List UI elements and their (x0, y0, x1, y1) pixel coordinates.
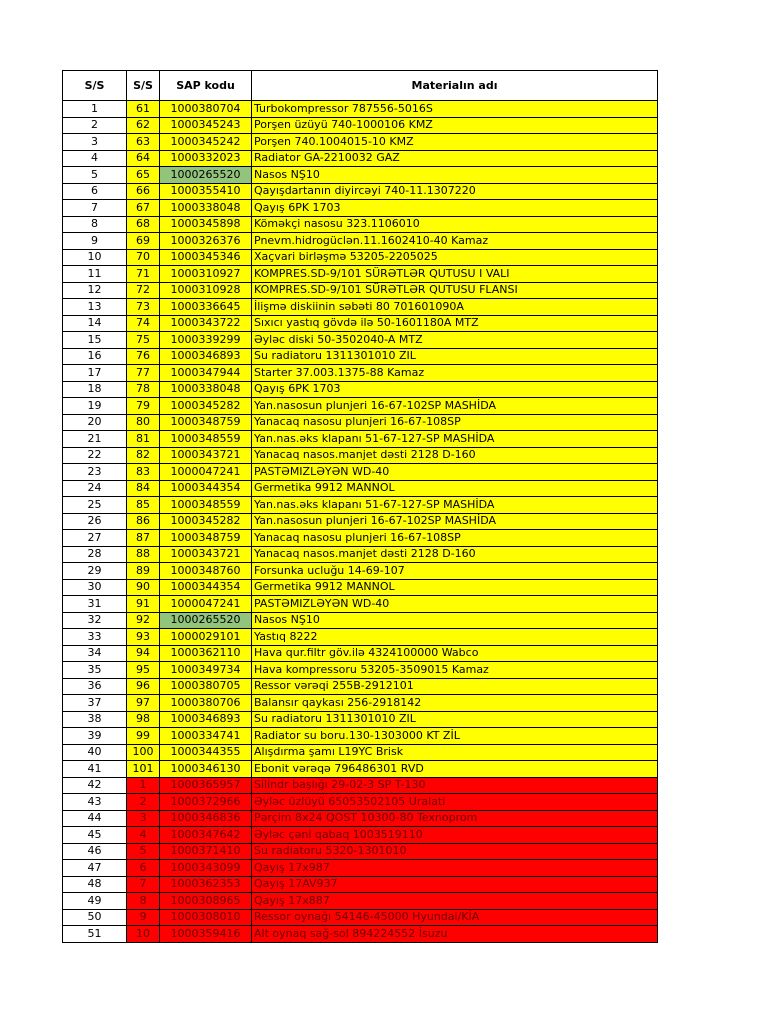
row-index-cell: 6 (63, 183, 127, 200)
row-material-name-cell: KOMPRES.SD-9/101 SÜRƏTLƏR QUTUSU FLANSI (252, 282, 658, 299)
row-sap-code-cell: 1000345346 (160, 249, 252, 266)
row-sap-code-cell: 1000345898 (160, 216, 252, 233)
row-ss-cell: 64 (127, 150, 160, 167)
row-index-cell: 7 (63, 200, 127, 217)
table-row (63, 398, 658, 415)
row-sap-code-cell: 1000308965 (160, 893, 252, 910)
table-row (63, 381, 658, 398)
table-row (63, 513, 658, 530)
row-ss-cell: 10 (127, 926, 160, 943)
table-row (63, 249, 658, 266)
table-row (63, 530, 658, 547)
row-material-name-cell: Qayış 17x987 (252, 860, 658, 877)
table-row (63, 497, 658, 514)
row-sap-code-cell: 1000372966 (160, 794, 252, 811)
row-sap-code-cell: 1000308010 (160, 909, 252, 926)
row-material-name-cell: Yan.nasosun plunjeri 16-67-102SP MASHİDA (252, 513, 658, 530)
row-ss-cell: 76 (127, 348, 160, 365)
row-index-cell: 44 (63, 810, 127, 827)
row-ss-cell: 82 (127, 447, 160, 464)
table-row (63, 183, 658, 200)
row-sap-code-cell: 1000310927 (160, 266, 252, 283)
table-row (63, 678, 658, 695)
row-index-cell: 26 (63, 513, 127, 530)
row-index-cell: 40 (63, 744, 127, 761)
table-row (63, 827, 658, 844)
row-index-cell: 17 (63, 365, 127, 382)
row-index-cell: 30 (63, 579, 127, 596)
row-index-cell: 10 (63, 249, 127, 266)
row-material-name-cell: Forsunka ucluğu 14-69-107 (252, 563, 658, 580)
row-ss-cell: 99 (127, 728, 160, 745)
table-row (63, 117, 658, 134)
row-material-name-cell: Qayış 17AV937 (252, 876, 658, 893)
row-index-cell: 27 (63, 530, 127, 547)
table-row (63, 926, 658, 943)
row-ss-cell: 85 (127, 497, 160, 514)
table-row (63, 909, 658, 926)
row-sap-code-cell: 1000380706 (160, 695, 252, 712)
row-ss-cell: 61 (127, 101, 160, 118)
row-material-name-cell: PASTƏMIZLƏYƏN WD-40 (252, 596, 658, 613)
row-index-cell: 11 (63, 266, 127, 283)
row-material-name-cell: Yanacaq nasos.manjet dəsti 2128 D-160 (252, 546, 658, 563)
row-material-name-cell: PASTƏMIZLƏYƏN WD-40 (252, 464, 658, 481)
row-index-cell: 23 (63, 464, 127, 481)
row-material-name-cell: Qayışdartanın diyircəyi 740-11.1307220 (252, 183, 658, 200)
row-sap-code-cell: 1000346130 (160, 761, 252, 778)
row-ss-cell: 5 (127, 843, 160, 860)
row-material-name-cell: Turbokompressor 787556-5016S (252, 101, 658, 118)
row-ss-cell: 62 (127, 117, 160, 134)
row-sap-code-cell: 1000344354 (160, 579, 252, 596)
row-index-cell: 2 (63, 117, 127, 134)
row-material-name-cell: Xaçvari birləşmə 53205-2205025 (252, 249, 658, 266)
table-row (63, 596, 658, 613)
row-material-name-cell: Qayış 6PK 1703 (252, 200, 658, 217)
row-sap-code-cell: 1000338048 (160, 381, 252, 398)
row-sap-code-cell: 1000362110 (160, 645, 252, 662)
table-row (63, 464, 658, 481)
row-sap-code-cell: 1000347944 (160, 365, 252, 382)
table-row (63, 299, 658, 316)
row-ss-cell: 86 (127, 513, 160, 530)
row-sap-code-cell: 1000334741 (160, 728, 252, 745)
row-material-name-cell: Ressor oynağı 54146-45000 Hyundai/KİA (252, 909, 658, 926)
table-row (63, 744, 658, 761)
table-row (63, 414, 658, 431)
row-material-name-cell: Porşen 740.1004015-10 KMZ (252, 134, 658, 151)
row-material-name-cell: Su radiatoru 5320-1301010 (252, 843, 658, 860)
row-index-cell: 19 (63, 398, 127, 415)
row-sap-code-cell: 1000332023 (160, 150, 252, 167)
row-sap-code-cell: 1000336645 (160, 299, 252, 316)
row-index-cell: 24 (63, 480, 127, 497)
row-sap-code-cell: 1000348559 (160, 497, 252, 514)
row-material-name-cell: Köməkçi nasosu 323.1106010 (252, 216, 658, 233)
table-row (63, 695, 658, 712)
row-sap-code-cell: 1000348760 (160, 563, 252, 580)
row-sap-code-cell: 1000346893 (160, 711, 252, 728)
row-material-name-cell: Silindr başlığı 29-02-3 SP T-130 (252, 777, 658, 794)
row-sap-code-cell: 1000339299 (160, 332, 252, 349)
row-sap-code-cell: 1000047241 (160, 464, 252, 481)
row-ss-cell: 94 (127, 645, 160, 662)
row-ss-cell: 101 (127, 761, 160, 778)
header-ss-2: S/S (127, 71, 160, 101)
row-material-name-cell: Su radiatoru 1311301010 ZIL (252, 348, 658, 365)
row-material-name-cell: Balansır qaykası 256-2918142 (252, 695, 658, 712)
row-material-name-cell: Hava qur.filtr göv.ilə 4324100000 Wabco (252, 645, 658, 662)
table-row (63, 645, 658, 662)
row-material-name-cell: Pərçim 8x24 QOST 10300-80 Texnoprom (252, 810, 658, 827)
row-ss-cell: 9 (127, 909, 160, 926)
row-ss-cell: 83 (127, 464, 160, 481)
row-material-name-cell: Yan.nasosun plunjeri 16-67-102SP MASHİDA (252, 398, 658, 415)
row-material-name-cell: Yastıq 8222 (252, 629, 658, 646)
row-index-cell: 41 (63, 761, 127, 778)
row-material-name-cell: Starter 37.003.1375-88 Kamaz (252, 365, 658, 382)
row-material-name-cell: Alışdırma şamı L19YC Brisk (252, 744, 658, 761)
header-sap-code: SAP kodu (160, 71, 252, 101)
row-sap-code-cell: 1000345282 (160, 398, 252, 415)
row-sap-code-cell: 1000265520 (160, 167, 252, 184)
row-sap-code-cell: 1000344355 (160, 744, 252, 761)
row-index-cell: 31 (63, 596, 127, 613)
row-sap-code-cell: 1000362353 (160, 876, 252, 893)
row-index-cell: 43 (63, 794, 127, 811)
row-ss-cell: 74 (127, 315, 160, 332)
row-ss-cell: 69 (127, 233, 160, 250)
row-material-name-cell: Əyləc çəni qabaq 1003519110 (252, 827, 658, 844)
table-row (63, 480, 658, 497)
row-ss-cell: 67 (127, 200, 160, 217)
row-index-cell: 22 (63, 447, 127, 464)
row-material-name-cell: Yan.nas.əks klapanı 51-67-127-SP MASHİDA (252, 431, 658, 448)
row-index-cell: 39 (63, 728, 127, 745)
table-body (63, 101, 658, 943)
row-sap-code-cell: 1000365957 (160, 777, 252, 794)
row-sap-code-cell: 1000346836 (160, 810, 252, 827)
row-sap-code-cell: 1000355410 (160, 183, 252, 200)
table-row (63, 777, 658, 794)
row-sap-code-cell: 1000349734 (160, 662, 252, 679)
row-index-cell: 14 (63, 315, 127, 332)
table-row (63, 200, 658, 217)
row-ss-cell: 80 (127, 414, 160, 431)
row-ss-cell: 65 (127, 167, 160, 184)
row-material-name-cell: Radiator GA-2210032 GAZ (252, 150, 658, 167)
row-ss-cell: 95 (127, 662, 160, 679)
table-row (63, 431, 658, 448)
row-index-cell: 48 (63, 876, 127, 893)
table-row (63, 860, 658, 877)
table-row (63, 150, 658, 167)
row-index-cell: 20 (63, 414, 127, 431)
table-row (63, 266, 658, 283)
row-material-name-cell: Nasos NŞ10 (252, 612, 658, 629)
row-index-cell: 16 (63, 348, 127, 365)
row-material-name-cell: KOMPRES.SD-9/101 SÜRƏTLƏR QUTUSU I VALI (252, 266, 658, 283)
row-sap-code-cell: 1000348759 (160, 530, 252, 547)
row-ss-cell: 70 (127, 249, 160, 266)
row-sap-code-cell: 1000345243 (160, 117, 252, 134)
row-sap-code-cell: 1000029101 (160, 629, 252, 646)
table-row (63, 282, 658, 299)
table-row (63, 315, 658, 332)
row-sap-code-cell: 1000265520 (160, 612, 252, 629)
row-material-name-cell: Yanacaq nasosu plunjeri 16-67-108SP (252, 530, 658, 547)
row-ss-cell: 81 (127, 431, 160, 448)
row-index-cell: 1 (63, 101, 127, 118)
table-row (63, 662, 658, 679)
row-ss-cell: 66 (127, 183, 160, 200)
row-ss-cell: 93 (127, 629, 160, 646)
row-ss-cell: 98 (127, 711, 160, 728)
row-ss-cell: 68 (127, 216, 160, 233)
row-material-name-cell: Sıxıcı yastıq gövdə ilə 50-1601180A MTZ (252, 315, 658, 332)
row-index-cell: 13 (63, 299, 127, 316)
row-sap-code-cell: 1000047241 (160, 596, 252, 613)
row-material-name-cell: Pnevm.hidrogüclən.11.1602410-40 Kamaz (252, 233, 658, 250)
row-ss-cell: 92 (127, 612, 160, 629)
table-row (63, 332, 658, 349)
table-row (63, 893, 658, 910)
row-index-cell: 4 (63, 150, 127, 167)
table-row (63, 629, 658, 646)
row-material-name-cell: Yanacaq nasos.manjet dəsti 2128 D-160 (252, 447, 658, 464)
row-ss-cell: 75 (127, 332, 160, 349)
row-ss-cell: 71 (127, 266, 160, 283)
row-material-name-cell: İlişmə diskiinin səbəti 80 701601090A (252, 299, 658, 316)
table-row (63, 101, 658, 118)
row-ss-cell: 4 (127, 827, 160, 844)
table-row (63, 843, 658, 860)
row-ss-cell: 91 (127, 596, 160, 613)
row-sap-code-cell: 1000346893 (160, 348, 252, 365)
row-sap-code-cell: 1000347642 (160, 827, 252, 844)
row-index-cell: 9 (63, 233, 127, 250)
header-material-name: Materialın adı (252, 71, 658, 101)
row-ss-cell: 89 (127, 563, 160, 580)
row-material-name-cell: Nasos NŞ10 (252, 167, 658, 184)
table-row (63, 365, 658, 382)
row-ss-cell: 97 (127, 695, 160, 712)
row-ss-cell: 78 (127, 381, 160, 398)
row-ss-cell: 2 (127, 794, 160, 811)
table-row (63, 447, 658, 464)
table-row (63, 348, 658, 365)
row-sap-code-cell: 1000343099 (160, 860, 252, 877)
materials-table (62, 70, 658, 943)
row-index-cell: 47 (63, 860, 127, 877)
row-ss-cell: 6 (127, 860, 160, 877)
table-row (63, 876, 658, 893)
row-index-cell: 49 (63, 893, 127, 910)
row-material-name-cell: Ressor vərəqi 255B-2912101 (252, 678, 658, 695)
row-index-cell: 32 (63, 612, 127, 629)
row-sap-code-cell: 1000343722 (160, 315, 252, 332)
row-ss-cell: 8 (127, 893, 160, 910)
row-ss-cell: 77 (127, 365, 160, 382)
row-material-name-cell: Qayış 17x887 (252, 893, 658, 910)
row-index-cell: 12 (63, 282, 127, 299)
row-material-name-cell: Porşen üzüyü 740-1000106 KMZ (252, 117, 658, 134)
row-material-name-cell: Su radiatoru 1311301010 ZIL (252, 711, 658, 728)
table-row (63, 233, 658, 250)
row-material-name-cell: Germetika 9912 MANNOL (252, 480, 658, 497)
row-ss-cell: 79 (127, 398, 160, 415)
row-index-cell: 42 (63, 777, 127, 794)
row-sap-code-cell: 1000344354 (160, 480, 252, 497)
row-sap-code-cell: 1000359416 (160, 926, 252, 943)
table-row (63, 711, 658, 728)
row-index-cell: 5 (63, 167, 127, 184)
table-row (63, 810, 658, 827)
row-material-name-cell: Ebonit vərəqə 796486301 RVD (252, 761, 658, 778)
row-sap-code-cell: 1000338048 (160, 200, 252, 217)
row-material-name-cell: Radiator su boru.130-1303000 KT ZİL (252, 728, 658, 745)
header-row (63, 71, 658, 101)
row-sap-code-cell: 1000380704 (160, 101, 252, 118)
table-row (63, 134, 658, 151)
row-material-name-cell: Alt oynaq sağ-sol 894224552 İsuzu (252, 926, 658, 943)
row-sap-code-cell: 1000348559 (160, 431, 252, 448)
row-index-cell: 18 (63, 381, 127, 398)
table-row (63, 579, 658, 596)
row-ss-cell: 72 (127, 282, 160, 299)
row-ss-cell: 96 (127, 678, 160, 695)
row-ss-cell: 3 (127, 810, 160, 827)
row-material-name-cell: Germetika 9912 MANNOL (252, 579, 658, 596)
row-material-name-cell: Qayış 6PK 1703 (252, 381, 658, 398)
row-index-cell: 38 (63, 711, 127, 728)
table-row (63, 612, 658, 629)
row-index-cell: 45 (63, 827, 127, 844)
row-ss-cell: 87 (127, 530, 160, 547)
row-ss-cell: 63 (127, 134, 160, 151)
row-sap-code-cell: 1000345242 (160, 134, 252, 151)
row-index-cell: 36 (63, 678, 127, 695)
row-sap-code-cell: 1000310928 (160, 282, 252, 299)
table-row (63, 216, 658, 233)
row-index-cell: 8 (63, 216, 127, 233)
row-material-name-cell: Hava kompressoru 53205-3509015 Kamaz (252, 662, 658, 679)
row-ss-cell: 100 (127, 744, 160, 761)
row-sap-code-cell: 1000343721 (160, 447, 252, 464)
table-row (63, 546, 658, 563)
row-material-name-cell: Əyləc diski 50-3502040-A MTZ (252, 332, 658, 349)
row-sap-code-cell: 1000371410 (160, 843, 252, 860)
row-ss-cell: 84 (127, 480, 160, 497)
row-sap-code-cell: 1000326376 (160, 233, 252, 250)
row-ss-cell: 1 (127, 777, 160, 794)
row-sap-code-cell: 1000348759 (160, 414, 252, 431)
row-index-cell: 25 (63, 497, 127, 514)
row-material-name-cell: Əyləc üzlüyü 65053502105 Uralati (252, 794, 658, 811)
row-ss-cell: 88 (127, 546, 160, 563)
row-material-name-cell: Yan.nas.əks klapanı 51-67-127-SP MASHİDA (252, 497, 658, 514)
row-index-cell: 28 (63, 546, 127, 563)
row-index-cell: 34 (63, 645, 127, 662)
row-index-cell: 35 (63, 662, 127, 679)
row-index-cell: 37 (63, 695, 127, 712)
row-index-cell: 29 (63, 563, 127, 580)
row-index-cell: 21 (63, 431, 127, 448)
row-index-cell: 3 (63, 134, 127, 151)
row-index-cell: 15 (63, 332, 127, 349)
row-index-cell: 51 (63, 926, 127, 943)
row-sap-code-cell: 1000345282 (160, 513, 252, 530)
header-ss-1: S/S (63, 71, 127, 101)
table-row (63, 761, 658, 778)
table-row (63, 728, 658, 745)
table-row (63, 794, 658, 811)
table-row (63, 563, 658, 580)
row-material-name-cell: Yanacaq nasosu plunjeri 16-67-108SP (252, 414, 658, 431)
row-ss-cell: 7 (127, 876, 160, 893)
row-index-cell: 46 (63, 843, 127, 860)
row-index-cell: 33 (63, 629, 127, 646)
row-ss-cell: 90 (127, 579, 160, 596)
row-index-cell: 50 (63, 909, 127, 926)
row-ss-cell: 73 (127, 299, 160, 316)
row-sap-code-cell: 1000380705 (160, 678, 252, 695)
table-row (63, 167, 658, 184)
row-sap-code-cell: 1000343721 (160, 546, 252, 563)
